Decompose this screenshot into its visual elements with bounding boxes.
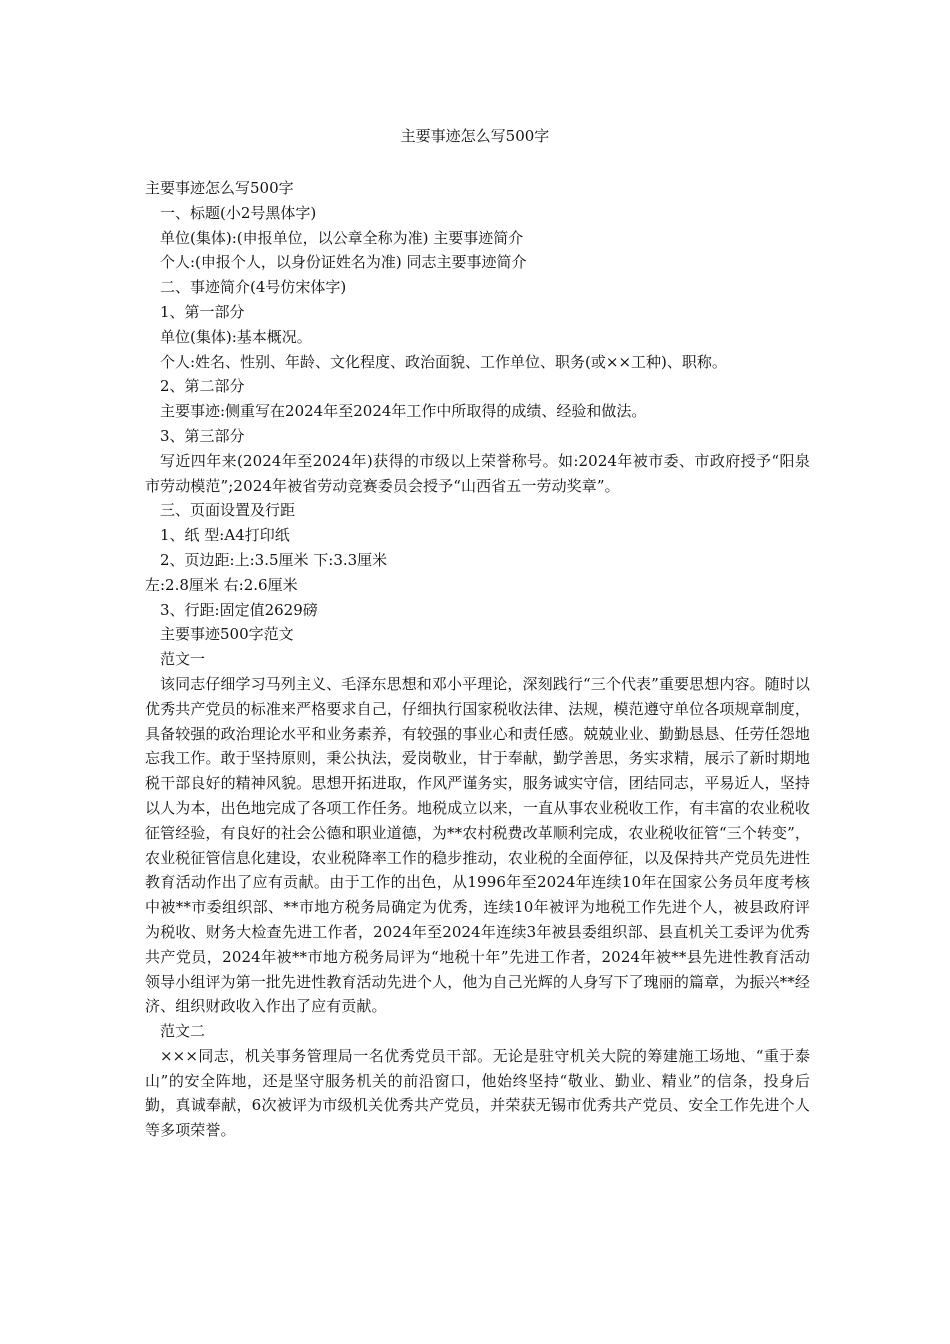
sample-one-paragraph: 该同志仔细学习马列主义、毛泽东思想和邓小平理论，深刻践行“三个代表”重要思想内容。随时以优秀共产党员的标准来严格要求自己，仔细执行国家税收法律、法规，模范遵守单位各项规章制度，具备较强的政治理论水平和业务素养，有较强的事业心和责任感。兢兢业业、勤勤恳恳、任劳任怨地忘我工作。敢于坚持原则，秉公执法，爱岗敬业，甘于奉献，勤学善思，务实求精，展示了新时期地税干部良好的精神风貌。思想开拓进取，作风严谨务实，服务诚实守信，团结同志，平易近人，坚持以人为本，出色地完成了各项工作任务。地税成立以来，一直从事农业税收工作，有丰富的农业税收征管经验，有良好的社会公德和职业道德，为**农村税费改革顺利完成，农业税收征管“三个转变”，农业税征管信息化建设，农业税降率工作的稳步推动，农业税的全面停征，以及保持共产党员先进性教育活动作出了应有贡献。由于工作的出色，从1996年至2024年连续10年在国家公务员年度考核中被**市委组织部、**市地方税务局确定为优秀，连续10年被评为地税工作先进个人，被县政府评为税收、财务大检查先进工作者，2024年至2024年连续3年被县委组织部、县直机关工委评为优秀共产党员，2024年被**市地方税务局评为“地税十年”先进工作者，2024年被**县先进性教育活动领导小组评为第一批先进性教育活动先进个人，他为自己光辉的人身写下了瑰丽的篇章，为振兴**经济、组织财政收入作出了应有贡献。: [145, 674, 810, 1016]
sample-two-heading: 范文二: [160, 1022, 206, 1041]
section-one-heading: 一、标题(小2号黑体字): [160, 203, 317, 222]
title-person-line: 个人:(申报个人，以身份证姓名为准) 同志主要事迹简介: [160, 253, 527, 272]
document-body: [145, 176, 810, 1143]
part-one-heading: 1、第一部分: [160, 302, 245, 321]
paper-size-line: 1、纸 型:A4打印纸: [160, 526, 290, 545]
section-two-heading: 二、事迹简介(4号仿宋体字): [160, 278, 347, 297]
part-one-unit-line: 单位(集体):基本概况。: [160, 327, 312, 346]
sample-two-paragraph: ×××同志，机关事务管理局一名优秀党员干部。无论是驻守机关大院的筹建施工场地、“重于泰山”的安全阵地，还是坚守服务机关的前沿窗口，他始终坚持“敬业、勤业、精业”的信条，投身后勤，真诚奉献，6次被评为市级机关优秀共产党员，并荣获无锡市优秀共产党员、安全工作先进个人等多项荣誉。: [145, 1046, 810, 1140]
honors-paragraph: 写近四年来(2024年至2024年)获得的市级以上荣誉称号。如:2024年被市委、市政府授予“阳泉市劳动模范”;2024年被省劳动竞赛委员会授予“山西省五一劳动奖章”。: [145, 451, 810, 495]
margin-left-right-line: 左:2.8厘米 右:2.6厘米: [145, 575, 298, 594]
section-three-heading: 三、页面设置及行距: [160, 501, 296, 520]
part-two-line: 主要事迹:侧重写在2024年至2024年工作中所取得的成绩、经验和做法。: [160, 402, 647, 421]
margin-top-bottom-line: 2、页边距:上:3.5厘米 下:3.3厘米: [160, 550, 388, 569]
sample-heading: 主要事迹500字范文: [160, 625, 294, 644]
part-three-heading: 3、第三部分: [160, 426, 245, 445]
line-spacing-line: 3、行距:固定值2629磅: [160, 600, 318, 619]
document-title: 主要事迹怎么写500字: [400, 127, 550, 145]
part-one-person-line: 个人:姓名、性别、年龄、文化程度、政治面貌、工作单位、职务(或××工种)、职称。: [160, 352, 727, 371]
title-unit-line: 单位(集体):(申报单位，以公章全称为准) 主要事迹简介: [160, 228, 524, 247]
body-heading: 主要事迹怎么写500字: [145, 179, 294, 197]
part-two-heading: 2、第二部分: [160, 377, 245, 396]
sample-one-heading: 范文一: [160, 650, 206, 669]
